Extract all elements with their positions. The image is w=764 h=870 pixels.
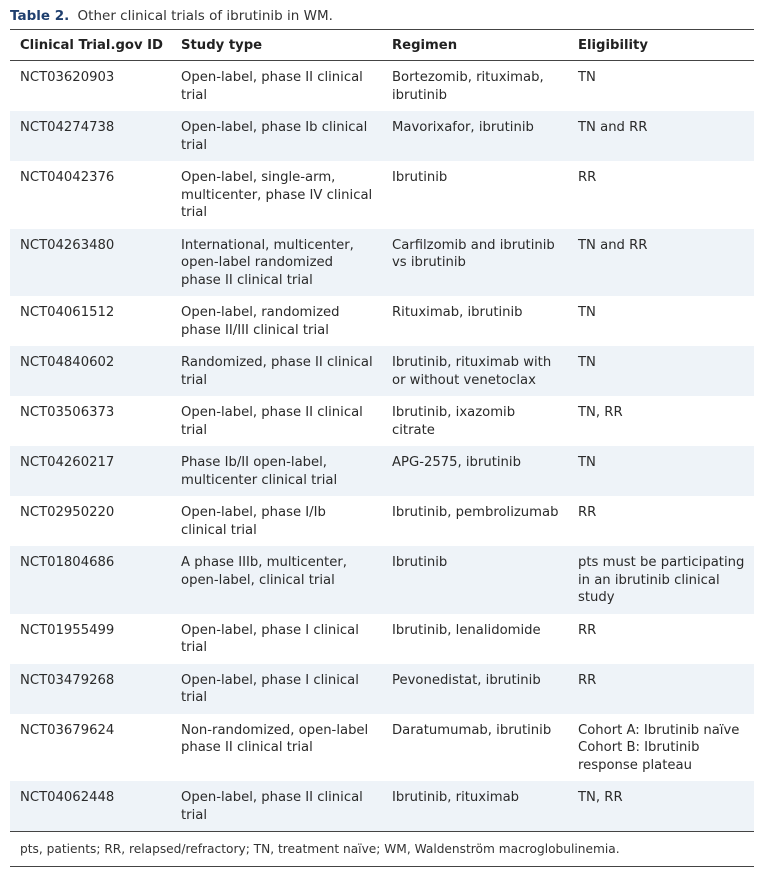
cell-regimen: Ibrutinib, rituximab: [382, 781, 568, 832]
cell-trial-id: NCT03479268: [10, 664, 171, 714]
table-row: [10, 781, 754, 832]
table-footnote: pts, patients; RR, relapsed/refractory; TN, treatment naïve; WM, Waldenström macroglobulinemia.: [10, 832, 754, 867]
table-caption: [10, 7, 754, 29]
cell-regimen: Bortezomib, rituximab, ibrutinib: [392, 70, 544, 103]
cell-trial-id: NCT01804686: [10, 546, 171, 614]
table-row: [10, 229, 754, 297]
cell-trial-id: NCT03679624: [20, 722, 115, 738]
cell-regimen: Ibrutinib, pembrolizumab: [392, 505, 559, 520]
table-row: [10, 396, 754, 446]
table-row: [10, 346, 754, 396]
cell-trial-id: NCT04042376: [20, 170, 115, 185]
cell-trial-id: NCT03506373: [20, 405, 115, 420]
cell-trial-id: NCT04260217: [10, 446, 171, 496]
cell-study-type: International, multicenter, open-label randomized phase II clinical trial: [171, 229, 382, 297]
cell-trial-id: NCT04840602: [10, 346, 171, 396]
cell-eligibility: RR: [578, 622, 597, 638]
column-header-study-type: Study type: [171, 30, 382, 61]
table-footnote-row: [10, 832, 754, 867]
cell-regimen: Daratumumab, ibrutinib: [392, 722, 552, 738]
table-row: [10, 714, 754, 782]
cell-regimen: Ibrutinib, rituximab with or without venetoclax: [382, 346, 568, 396]
cell-trial-id: NCT04263480: [10, 229, 171, 297]
cell-regimen: Ibrutinib, lenalidomide: [392, 622, 541, 638]
table-row: [10, 446, 754, 496]
column-header-eligibility: Eligibility: [568, 30, 754, 61]
cell-eligibility: TN: [568, 346, 754, 396]
cell-study-type: Open-label, randomized phase II/III clinical trial: [181, 305, 340, 338]
cell-trial-id: NCT03620903: [20, 70, 115, 85]
table-row: [10, 61, 754, 112]
cell-regimen: Ibrutinib: [382, 546, 568, 614]
cell-study-type: A phase IIIb, multicenter, open-label, clinical trial: [171, 546, 382, 614]
cell-eligibility: RR: [578, 505, 597, 520]
table-row: [10, 614, 754, 664]
cell-eligibility: TN, RR: [578, 405, 623, 420]
cell-trial-id: NCT01955499: [20, 622, 115, 638]
cell-trial-id: NCT04061512: [20, 305, 115, 320]
cell-eligibility: RR: [578, 170, 597, 185]
cell-study-type: Randomized, phase II clinical trial: [171, 346, 382, 396]
cell-study-type: Open-label, phase Ib clinical trial: [171, 111, 382, 161]
cell-study-type: Open-label, single-arm, multicenter, phase IV clinical trial: [181, 170, 373, 220]
cell-regimen: Pevonedistat, ibrutinib: [382, 664, 568, 714]
cell-regimen: Carfilzomib and ibrutinib vs ibrutinib: [382, 229, 568, 297]
cell-eligibility: pts must be participating in an ibrutinib clinical study: [568, 546, 754, 614]
table-header-row: [10, 30, 754, 61]
cell-study-type: Phase Ib/II open-label, multicenter clinical trial: [171, 446, 382, 496]
cell-eligibility: TN, RR: [568, 781, 754, 832]
cell-regimen: APG-2575, ibrutinib: [382, 446, 568, 496]
cell-study-type: Non-randomized, open-label phase II clinical trial: [181, 722, 369, 755]
cell-eligibility: TN: [568, 446, 754, 496]
column-header-regimen: Regimen: [382, 30, 568, 61]
cell-regimen: Mavorixafor, ibrutinib: [382, 111, 568, 161]
clinical-trials-table: [10, 29, 754, 867]
table-row: [10, 111, 754, 161]
table-row: [10, 664, 754, 714]
cell-regimen: Ibrutinib: [392, 170, 448, 185]
cell-eligibility: RR: [568, 664, 754, 714]
table-caption-text: Other clinical trials of ibrutinib in WM.: [77, 8, 333, 24]
column-header-id: Clinical Trial.gov ID: [10, 30, 171, 61]
table-row: [10, 496, 754, 546]
cell-trial-id: NCT04274738: [10, 111, 171, 161]
cell-eligibility: TN and RR: [568, 229, 754, 297]
cell-eligibility: Cohort A: Ibrutinib naïve Cohort B: Ibrutinib response plateau: [578, 722, 740, 773]
table-row: [10, 546, 754, 614]
table-caption-label: Table 2.: [10, 8, 70, 24]
cell-eligibility: TN and RR: [568, 111, 754, 161]
cell-study-type: Open-label, phase II clinical trial: [181, 70, 363, 103]
cell-study-type: Open-label, phase I/Ib clinical trial: [181, 505, 326, 538]
cell-study-type: Open-label, phase II clinical trial: [181, 405, 363, 438]
cell-eligibility: TN: [578, 305, 596, 320]
cell-trial-id: NCT02950220: [20, 505, 115, 520]
cell-regimen: Rituximab, ibrutinib: [392, 305, 523, 320]
cell-study-type: Open-label, phase II clinical trial: [171, 781, 382, 832]
table-row: [10, 161, 754, 229]
cell-eligibility: TN: [578, 70, 596, 85]
table-row: [10, 296, 754, 346]
cell-study-type: Open-label, phase I clinical trial: [181, 622, 359, 655]
cell-regimen: Ibrutinib, ixazomib citrate: [392, 405, 516, 438]
cell-study-type: Open-label, phase I clinical trial: [171, 664, 382, 714]
cell-trial-id: NCT04062448: [10, 781, 171, 832]
